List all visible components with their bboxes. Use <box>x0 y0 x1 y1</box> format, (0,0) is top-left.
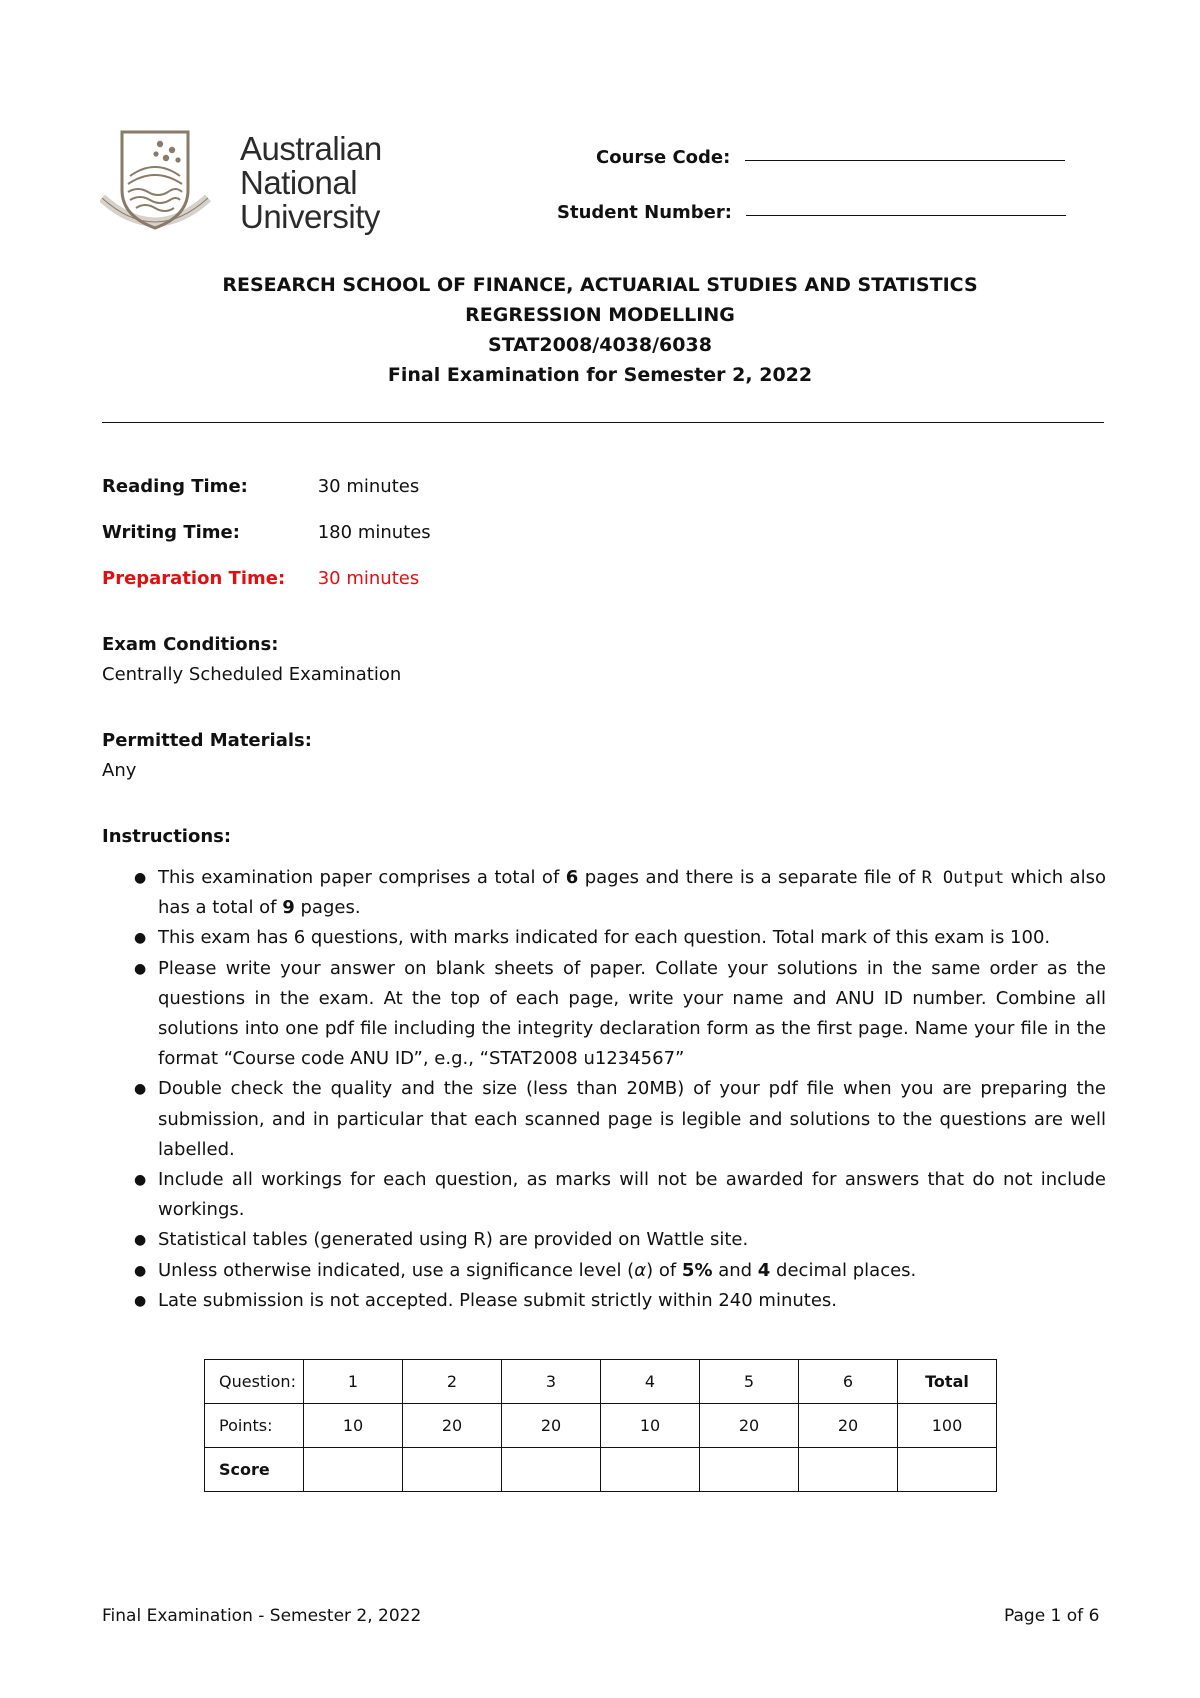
question-cell: 6 <box>799 1360 898 1404</box>
instruction-item: ● Double check the quality and the size (less than 20MB) of your pdf file when you are preparing the submission, and in particular that each scanned page is legible and solutions to the questions are well labelled. <box>134 1078 1106 1160</box>
instruction-item: ● This examination paper comprises a total of 6 pages and there is a separate file of R Output which also has a total of 9 pages. <box>134 867 1106 919</box>
anu-wordmark <box>240 132 382 234</box>
points-cell: 20 <box>700 1404 799 1448</box>
points-cell: 20 <box>502 1404 601 1448</box>
instructions-label: Instructions: <box>102 826 232 847</box>
points-cell: 20 <box>799 1404 898 1448</box>
course-codes: STAT2008/4038/6038 <box>488 334 712 356</box>
course-code-label: Course Code: <box>596 147 731 168</box>
score-cell[interactable] <box>403 1448 502 1492</box>
preparation-time-label: Preparation Time: <box>102 568 286 589</box>
score-row <box>205 1448 997 1492</box>
course-code-line[interactable] <box>745 160 1065 161</box>
instruction-item: ● Statistical tables (generated using R) are provided on Wattle site. <box>134 1229 749 1251</box>
course-title: REGRESSION MODELLING <box>465 304 735 326</box>
logo-line-2: National <box>240 164 358 201</box>
score-total-cell[interactable] <box>898 1448 997 1492</box>
exam-conditions-value: Centrally Scheduled Examination <box>102 664 402 685</box>
exam-header <box>0 270 1200 390</box>
student-number-line[interactable] <box>746 215 1066 216</box>
total-header-cell: Total <box>898 1360 997 1404</box>
writing-time-label: Writing Time: <box>102 522 240 543</box>
student-number-label: Student Number: <box>557 202 732 223</box>
instructions-list <box>134 863 1106 1316</box>
question-cell: 4 <box>601 1360 700 1404</box>
points-row-label: Points: <box>205 1404 304 1448</box>
exam-conditions-label: Exam Conditions: <box>102 634 279 655</box>
exam-title: Final Examination for Semester 2, 2022 <box>387 364 813 386</box>
instruction-item: ● Please write your answer on blank sheets of paper. Collate your solutions in the same order as the questions in the exam. At the top of each page, write your name and ANU ID number. Combine all solutions into one pdf file including the integrity declaration form as the first page. Name your file in the format “Course code ANU ID”, e.g., “STAT2008 u1234567” <box>134 957 1106 1070</box>
logo-line-3: University <box>240 198 380 235</box>
instruction-item: ● Unless otherwise indicated, use a significance level (α) of 5% and 4 decimal places. <box>134 1259 917 1281</box>
score-table <box>204 1359 997 1492</box>
anu-crest-icon <box>102 132 208 228</box>
writing-time-value: 180 minutes <box>317 522 431 543</box>
school-name: RESEARCH SCHOOL OF FINANCE, ACTUARIAL STUDIES AND STATISTICS <box>222 274 978 296</box>
writing-time-row <box>102 522 431 543</box>
reading-time-value: 30 minutes <box>317 476 420 497</box>
reading-time-row <box>102 476 419 497</box>
logo-line-1: Australian <box>240 130 382 167</box>
question-cell: 1 <box>304 1360 403 1404</box>
header-divider <box>102 422 1104 423</box>
course-code-field[interactable] <box>596 143 1065 168</box>
instruction-item: ● Include all workings for each question, as marks will not be awarded for answers that do not include workings. <box>134 1169 1106 1221</box>
student-number-field[interactable] <box>557 198 1066 223</box>
points-cell: 10 <box>601 1404 700 1448</box>
score-cell[interactable] <box>700 1448 799 1492</box>
footer-exam-label: Final Examination - Semester 2, 2022 <box>102 1606 422 1626</box>
score-cell[interactable] <box>601 1448 700 1492</box>
question-cell: 5 <box>700 1360 799 1404</box>
points-total-cell: 100 <box>898 1404 997 1448</box>
score-row-label: Score <box>205 1448 304 1492</box>
score-cell[interactable] <box>799 1448 898 1492</box>
score-cell[interactable] <box>304 1448 403 1492</box>
points-row <box>205 1404 997 1448</box>
question-cell: 2 <box>403 1360 502 1404</box>
points-cell: 20 <box>403 1404 502 1448</box>
question-cell: 3 <box>502 1360 601 1404</box>
points-cell: 10 <box>304 1404 403 1448</box>
instruction-item: ● Late submission is not accepted. Please submit strictly within 240 minutes. <box>134 1289 837 1311</box>
score-cell[interactable] <box>502 1448 601 1492</box>
question-row <box>205 1360 997 1404</box>
reading-time-label: Reading Time: <box>102 476 248 497</box>
preparation-time-row <box>102 568 419 589</box>
instruction-item: ● This exam has 6 questions, with marks indicated for each question. Total mark of this exam is 100. <box>134 927 1051 949</box>
preparation-time-value: 30 minutes <box>317 568 420 589</box>
footer-page-number: Page 1 of 6 <box>1004 1606 1100 1626</box>
question-row-label: Question: <box>205 1360 304 1404</box>
permitted-materials-value: Any <box>102 760 137 781</box>
permitted-materials-label: Permitted Materials: <box>102 730 312 751</box>
